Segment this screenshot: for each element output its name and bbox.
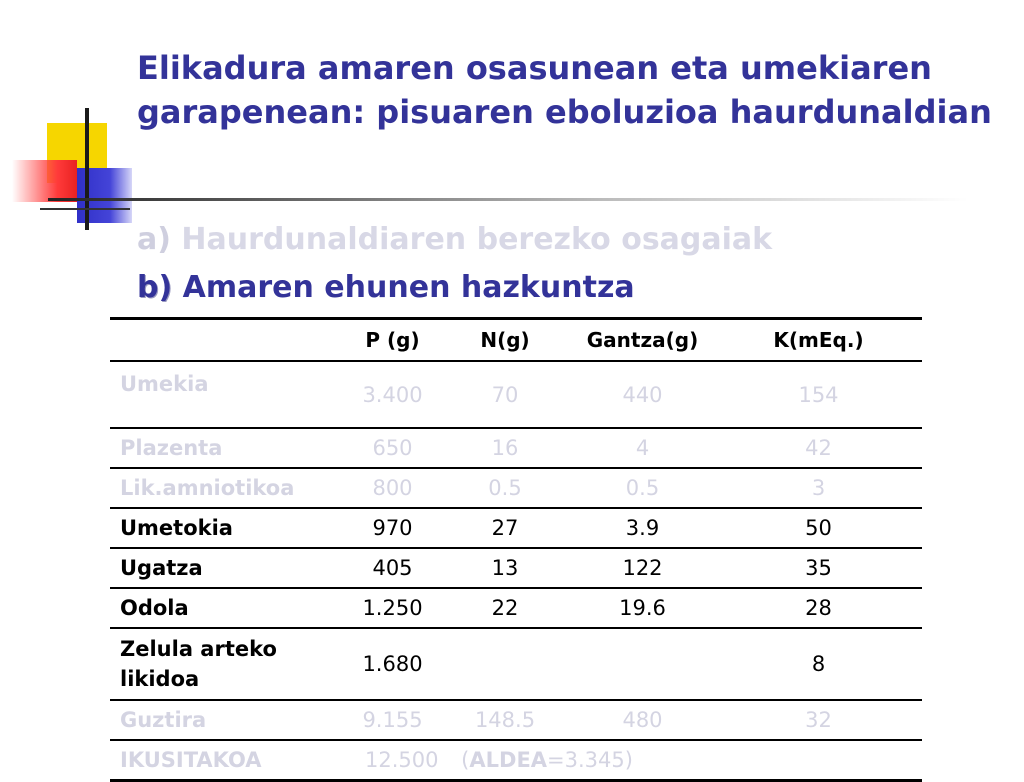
row-label: Umekia (110, 361, 345, 428)
cell-k: 8 (715, 628, 922, 700)
cell-n: 148.5 (440, 700, 570, 740)
cell-n: 0.5 (440, 468, 570, 508)
row-label: Umetokia (110, 508, 345, 548)
table-row (110, 508, 922, 548)
cell-g: 122 (570, 548, 715, 588)
row-label: Odola (110, 588, 345, 628)
subtitle-a-letter: a) (137, 222, 171, 257)
cell-g: 4 (570, 428, 715, 468)
red-square (12, 160, 77, 202)
title-rule-short (40, 208, 130, 210)
decorative-corner-graphic (0, 0, 160, 240)
paren-open: ( (461, 748, 470, 772)
final-summary (345, 740, 922, 781)
difference-label: ALDEA (469, 748, 548, 772)
cell-k: 35 (715, 548, 922, 588)
table-row (110, 548, 922, 588)
tissue-growth-table (110, 317, 922, 782)
cell-p: 1.250 (345, 588, 440, 628)
cell-k: 50 (715, 508, 922, 548)
cell-k: 42 (715, 428, 922, 468)
cell-k: 3 (715, 468, 922, 508)
difference-value: =3.345) (547, 748, 633, 772)
cell-n: 13 (440, 548, 570, 588)
cell-g (570, 628, 715, 700)
cell-n: 16 (440, 428, 570, 468)
table-row (110, 428, 922, 468)
table-row (110, 628, 922, 700)
cell-p: 1.680 (345, 628, 440, 700)
subtitle-b-text: Amaren ehunen hazkuntza (182, 270, 635, 305)
cell-n: 27 (440, 508, 570, 548)
header-p: P (g) (345, 319, 440, 362)
row-label: Ugatza (110, 548, 345, 588)
slide-title: Elikadura amaren osasunean eta umekiaren garapenean: pisuaren eboluzioa haurdunaldian (137, 49, 992, 131)
vertical-rule (85, 108, 89, 230)
cell-p: 970 (345, 508, 440, 548)
header-gantza: Gantza(g) (570, 319, 715, 362)
table-row (110, 588, 922, 628)
table-header-row (110, 319, 922, 362)
row-label: IKUSITAKOA (110, 740, 345, 781)
table-row-final (110, 740, 922, 781)
cell-g: 19.6 (570, 588, 715, 628)
header-k: K(mEq.) (715, 319, 922, 362)
cell-p: 9.155 (345, 700, 440, 740)
row-label: Zelula arteko likidoa (110, 628, 345, 700)
table-row (110, 700, 922, 740)
cell-g: 480 (570, 700, 715, 740)
cell-p: 405 (345, 548, 440, 588)
row-label: Guztira (110, 700, 345, 740)
subtitle-b-letter: b) (137, 270, 173, 305)
cell-n: 22 (440, 588, 570, 628)
subtitle-b (137, 270, 635, 306)
observed-value: 12.500 (365, 748, 439, 772)
row-label: Plazenta (110, 428, 345, 468)
subtitle-a (137, 222, 772, 258)
cell-g: 0.5 (570, 468, 715, 508)
cell-p: 650 (345, 428, 440, 468)
cell-k: 154 (715, 361, 922, 428)
cell-n: 70 (440, 361, 570, 428)
table-row (110, 468, 922, 508)
header-empty (110, 319, 345, 362)
cell-g: 3.9 (570, 508, 715, 548)
header-n: N(g) (440, 319, 570, 362)
table-row (110, 361, 922, 428)
title-rule (48, 198, 968, 201)
cell-g: 440 (570, 361, 715, 428)
cell-n (440, 628, 570, 700)
cell-k: 28 (715, 588, 922, 628)
cell-p: 800 (345, 468, 440, 508)
cell-k: 32 (715, 700, 922, 740)
row-label: Lik.amniotikoa (110, 468, 345, 508)
cell-p: 3.400 (345, 361, 440, 428)
subtitle-a-text: Haurdunaldiaren berezko osagaiak (181, 222, 773, 257)
